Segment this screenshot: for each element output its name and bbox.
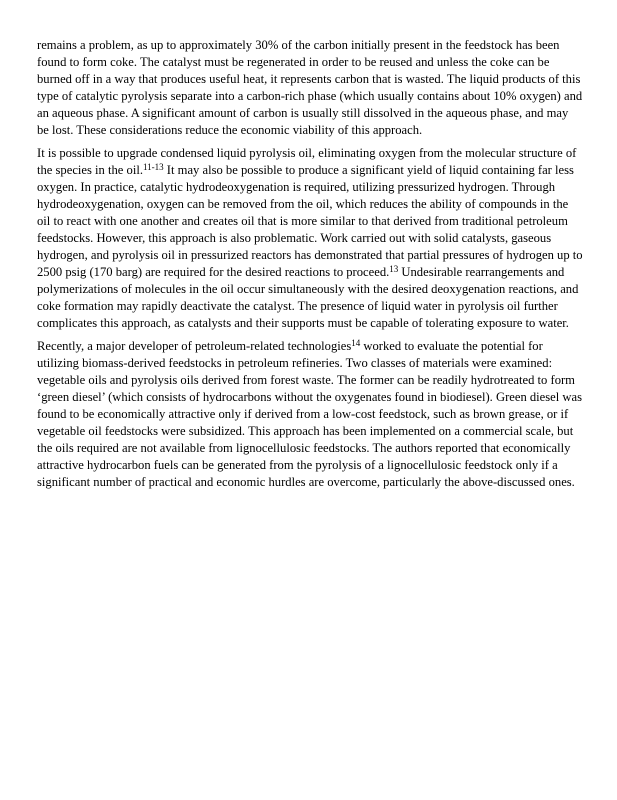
paragraph-3-text-1: Recently, a major developer of petroleum-related technologies [37, 339, 352, 354]
citation-14: 14 [351, 338, 361, 349]
citation-13: 13 [389, 263, 399, 274]
paragraph-2-text-1: It is possible to upgrade condensed liquid pyrolysis oil, eliminating oxygen from the molecular structure of the species in the oil. [37, 146, 577, 178]
paragraph-3-text-2: worked to evaluate the potential for utilizing biomass-derived feedstocks in petroleum refineries. Two classes of materials were examined: vegetable oils and pyrolysis oils derived from forest waste. The former can be readily hydrotreated to form ‘green diesel’ (which consists of hydrocarbons without the oxygenates found in biodiesel). Green diesel was found to be economically attractive only if derived from a low-cost feedstock, such as brown grease, or if vegetable oil feedstocks were subsidized. This approach has been implemented on a commercial scale, but the oils required are not available from lignocellulosic feedstocks. The authors reported that economically attractive hydrocarbon fuels can be generated from the pyrolysis of a lignocellulosic feedstock only if a significant number of practical and economic hurdles are overcome, particularly the above-discussed ones. [37, 339, 582, 489]
document-page [37, 37, 583, 498]
paragraph-2-text-2: It may also be possible to produce a significant yield of liquid containing far less oxygen. In practice, catalytic hydrodeoxygenation is required, utilizing pressurized hydrogen. Through hydrodeoxygenation, oxygen can be removed from the oil, which reduces the ability of compounds in the oil to react with one another and creates oil that is more similar to that derived from traditional petroleum feedstocks. However, this approach is also problematic. Work carried out with solid catalysts, gaseous hydrogen, and pyrolysis oil in pressurized reactors has demonstrated that partial pressures of hydrogen up to 2500 psig (170 barg) are required for the desired reactions to proceed. [37, 163, 583, 279]
paragraph-2 [37, 145, 583, 331]
paragraph-2-text-3: Undesirable rearrangements and polymerizations of molecules in the oil occur simultaneously with the desired deoxygenation reactions, and coke formation may rapidly deactivate the catalyst. The presence of liquid water in pyrolysis oil further complicates this approach, as catalysts and their supports must be capable of tolerating exposure to water. [37, 264, 579, 330]
paragraph-1: remains a problem, as up to approximately 30% of the carbon initially present in the feedstock has been found to form coke. The catalyst must be regenerated in order to be reused and unless the coke can be burned off in a way that produces useful heat, it represents carbon that is wasted. The liquid products of this type of catalytic pyrolysis separate into a carbon-rich phase (which usually contains about 10% oxygen) and an aqueous phase. A significant amount of carbon is usually still dissolved in the aqueous phase, and may be lost. These considerations reduce the economic viability of this approach. [37, 38, 583, 137]
citation-11-13: 11-13 [142, 162, 164, 173]
paragraph-3 [37, 338, 583, 490]
